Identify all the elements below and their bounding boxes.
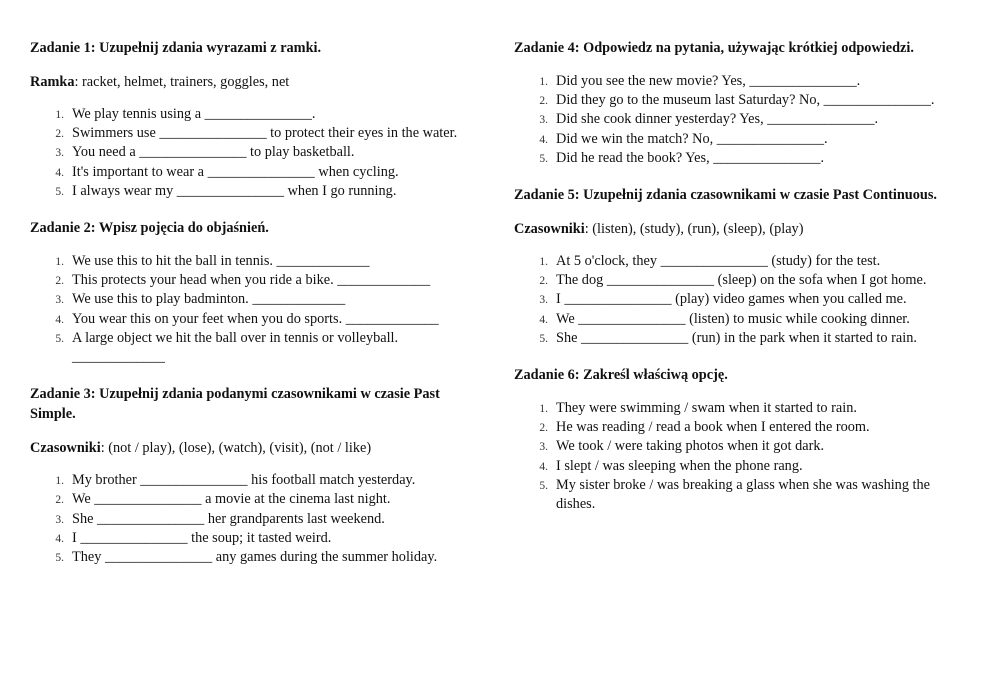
word-box [30,438,485,458]
exercise-item [30,124,485,143]
exercise-item [30,548,485,567]
task-title: Zadanie 2: Wpisz pojęcia do objaśnień. [30,220,269,237]
item-text: We _______________ a movie at the cinema last night. [72,491,391,508]
task-1 [30,38,485,201]
task-title: Zadanie 6: Zakreśl właściwą opcję. [514,367,728,384]
item-number: 4. [539,133,548,146]
exercise-item [514,399,969,418]
exercise-item [30,471,485,490]
item-text: You wear this on your feet when you do sports. _____________ [72,310,439,327]
word-box-label: Czasowniki [514,221,585,238]
item-number: 2. [539,275,548,288]
exercise-item [30,105,485,124]
item-text: Did she cook dinner yesterday? Yes, _______________. [556,111,879,128]
item-text: You need a _______________ to play basketball. [72,144,355,161]
item-text: I always wear my _______________ when I go running. [72,182,397,199]
task-title: Zadanie 4: Odpowiedz na pytania, używając krótkiej odpowiedzi. [514,40,914,56]
exercise-item [514,290,969,309]
item-text: We _______________ (listen) to music while cooking dinner. [556,310,910,327]
word-box-label: Czasowniki [30,440,101,457]
exercise-item [514,110,969,129]
item-number: 5. [539,332,548,345]
exercise-list [514,72,969,168]
word-box-words: : (listen), (study), (run), (sleep), (play) [584,221,804,238]
exercise-item [514,457,969,476]
word-box-words: : racket, helmet, trainers, goggles, net [74,74,290,90]
item-text: We use this to play badminton. _____________ [72,291,346,308]
item-number: 2. [539,422,548,435]
exercise-item [514,329,969,348]
word-box-label: Ramka [30,74,75,90]
item-text: The dog _______________ (sleep) on the sofa when I got home. [556,272,927,289]
task-4 [514,38,969,168]
item-number: 3. [55,147,64,160]
item-text: He was reading / read a book when I entered the room. [556,419,870,436]
exercise-list [30,105,485,201]
exercise-item [30,329,485,367]
item-number: 5. [539,479,548,492]
item-text: A large object we hit the ball over in tennis or volleyball. _____________ [72,329,399,366]
exercise-list [30,252,485,367]
exercise-item [30,290,485,309]
item-number: 4. [539,460,548,473]
item-text: They were swimming / swam when it started to rain. [556,400,857,417]
item-number: 1. [55,475,64,488]
exercise-item [30,529,485,548]
item-number: 2. [539,95,548,108]
task-6 [514,365,969,514]
item-number: 1. [539,403,548,416]
exercise-item [514,130,969,149]
item-text: I _______________ the soup; it tasted weird. [72,529,332,546]
exercise-item [514,476,969,514]
exercise-item [30,510,485,529]
item-text: It's important to wear a _______________ when cycling. [72,163,399,180]
item-text: Did he read the book? Yes, _______________. [556,149,825,166]
item-number: 4. [55,166,64,179]
item-number: 5. [55,332,64,345]
item-text: Did we win the match? No, _______________. [556,130,828,147]
exercise-list [30,471,485,567]
item-text: My sister broke / was breaking a glass when she was washing the dishes. [556,476,931,513]
item-number: 3. [539,114,548,127]
item-text: She _______________ (run) in the park when it started to rain. [556,329,917,346]
item-text: Swimmers use _______________ to protect their eyes in the water. [72,125,458,142]
item-number: 2. [55,128,64,141]
item-text: I slept / was sleeping when the phone rang. [556,457,803,474]
item-text: Did you see the new movie? Yes, _______________. [556,73,861,89]
exercise-item [514,149,969,168]
item-number: 1. [539,256,548,269]
item-text: We use this to hit the ball in tennis. _____________ [72,253,370,270]
item-text: At 5 o'clock, they _______________ (study) for the test. [556,253,881,270]
item-number: 4. [55,532,64,545]
item-text: Did they go to the museum last Saturday? No, _______________. [556,92,935,109]
item-number: 5. [55,552,64,565]
exercise-item [30,252,485,271]
word-box-words: : (not / play), (lose), (watch), (visit), (not / like) [100,440,372,457]
exercise-item [30,163,485,182]
item-text: My brother _______________ his football match yesterday. [72,472,416,489]
item-number: 1. [55,256,64,269]
exercise-item [30,271,485,290]
exercise-item [30,143,485,162]
item-text: This protects your head when you ride a bike. _____________ [72,272,431,289]
exercise-item [514,72,969,91]
item-number: 5. [55,185,64,198]
word-box [514,219,969,239]
exercise-item [514,310,969,329]
item-number: 2. [55,494,64,507]
item-number: 1. [55,109,64,121]
item-text: We play tennis using a _______________. [72,106,316,122]
item-number: 4. [539,313,548,326]
item-number: 1. [539,76,548,88]
item-number: 2. [55,275,64,288]
task-5 [514,185,969,348]
item-text: We took / were taking photos when it got dark. [556,438,825,455]
item-number: 3. [539,441,548,454]
exercise-list [514,399,969,514]
item-number: 3. [539,294,548,307]
task-title: Zadanie 3: Uzupełnij zdania podanymi czasownikami w czasie Past Simple. [30,386,440,423]
task-3 [30,384,485,567]
exercise-item [30,182,485,201]
item-number: 3. [55,513,64,526]
exercise-item [514,418,969,437]
word-box [30,72,485,92]
item-text: I _______________ (play) video games when you called me. [556,291,907,308]
item-number: 4. [55,313,64,326]
exercise-list [514,252,969,348]
item-text: She _______________ her grandparents last weekend. [72,510,385,527]
task-2 [30,218,485,367]
right-column [514,38,969,531]
exercise-item [514,437,969,456]
task-title: Zadanie 5: Uzupełnij zdania czasownikami w czasie Past Continuous. [514,187,937,204]
exercise-item [30,490,485,509]
left-column [30,38,485,584]
exercise-item [30,310,485,329]
task-title: Zadanie 1: Uzupełnij zdania wyrazami z ramki. [30,40,322,56]
exercise-item [514,271,969,290]
exercise-item [514,252,969,271]
item-number: 3. [55,294,64,307]
exercise-item [514,91,969,110]
item-text: They _______________ any games during the summer holiday. [72,549,438,566]
item-number: 5. [539,152,548,165]
